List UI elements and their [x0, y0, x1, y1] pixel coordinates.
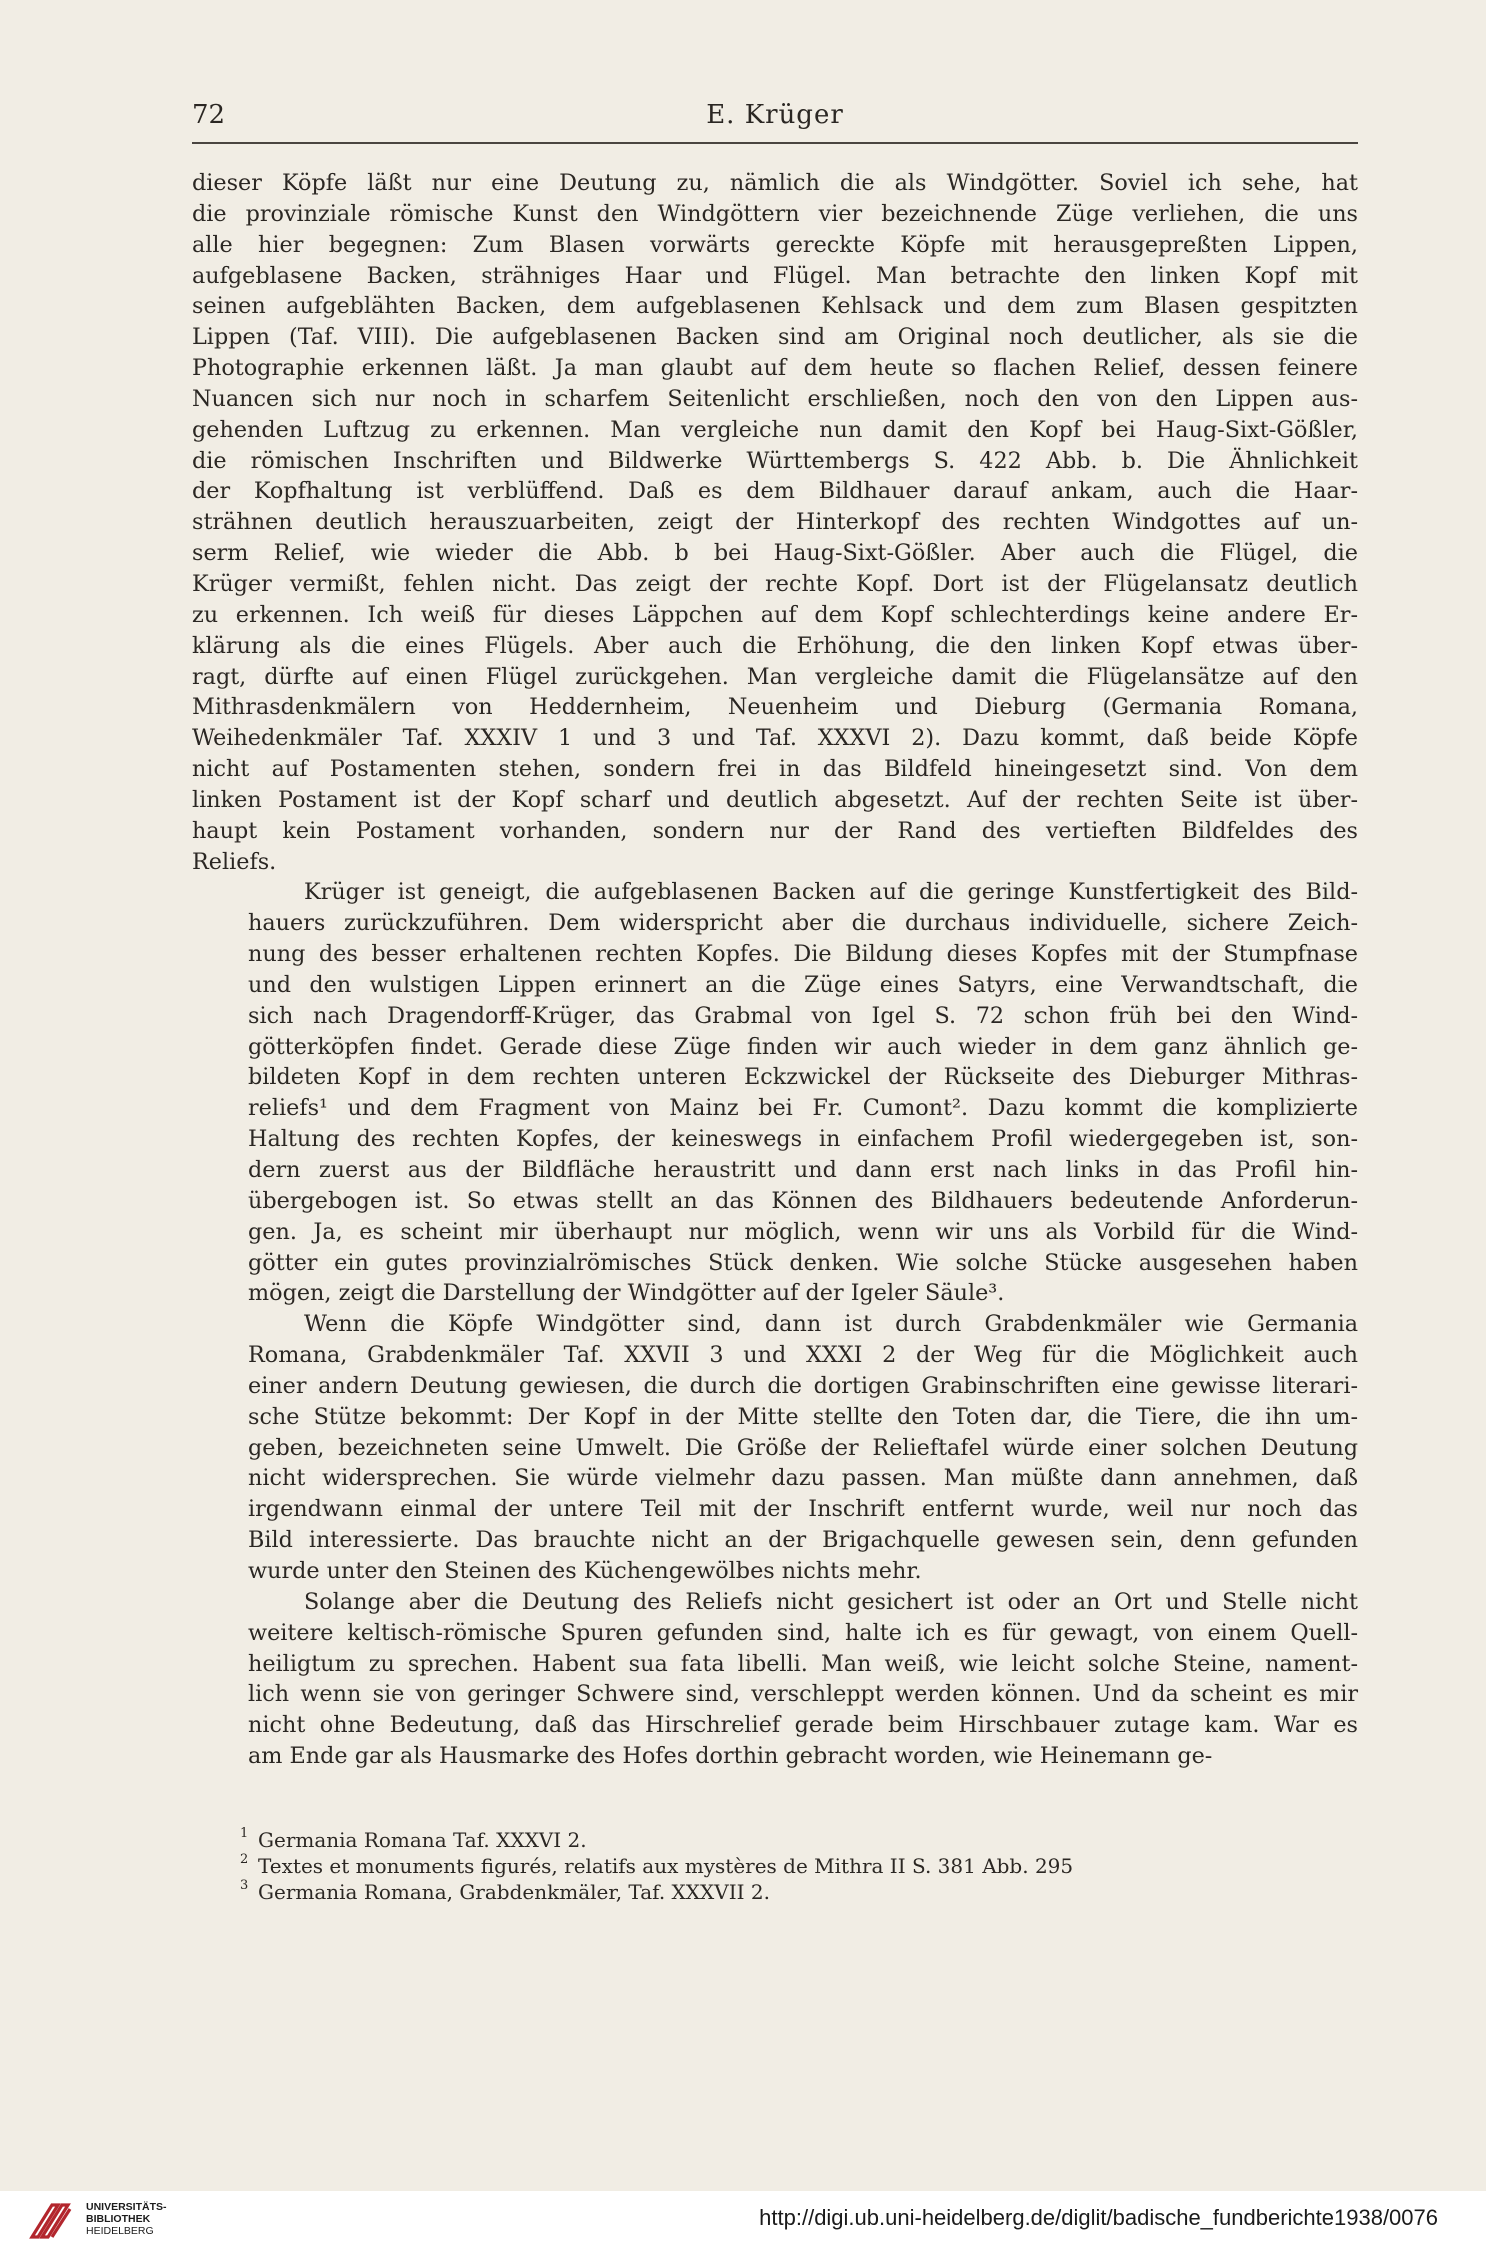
footer-bar [0, 2191, 1486, 2249]
page-header [192, 100, 1358, 140]
text-line: serm Relief, wie wieder die Abb. b bei Haug-Sixt-Gößler. Aber auch die Flügel, die [192, 540, 1358, 567]
text-line: übergebogen ist. So etwas stellt an das Können des Bildhauers bedeutende Anforderun- [248, 1187, 1358, 1214]
text-line: Nuancen sich nur noch in scharfem Seitenlicht erschließen, noch den von den Lippen aus- [192, 385, 1358, 412]
footnote-text: Germania Romana Taf. XXXVI 2. [258, 1828, 587, 1852]
text-line: Reliefs. [192, 848, 277, 875]
text-line: alle hier begegnen: Zum Blasen vorwärts gereckte Köpfe mit herausgepreßten Lippen, [192, 231, 1358, 258]
footnote-text: Textes et monuments figurés, relatifs aux mystères de Mithra II S. 381 Abb. 295 [258, 1854, 1074, 1878]
page-number: 72 [192, 100, 226, 130]
text-line: die provinziale römische Kunst den Windgöttern vier bezeichnende Züge verliehen, die uns [192, 200, 1358, 227]
body-text [192, 168, 1358, 1772]
text-line: die römischen Inschriften und Bildwerke Württembergs S. 422 Abb. b. Die Ähnlichkeit [192, 447, 1358, 474]
running-head: E. Krüger [706, 100, 844, 130]
text-line: Romana, Grabdenkmäler Taf. XXVII 3 und XXXI 2 der Weg für die Möglichkeit auch [248, 1342, 1358, 1369]
library-line-3: HEIDELBERG [86, 2225, 154, 2237]
text-line: seinen aufgeblähten Backen, dem aufgeblasenen Kehlsack und dem zum Blasen gespitzten [192, 293, 1358, 320]
footnote [192, 1827, 1358, 1853]
paragraph [192, 1309, 1358, 1587]
text-line: ragt, dürfte auf einen Flügel zurückgehen. Man vergleiche damit die Flügelansätze auf den [192, 663, 1358, 690]
text-line: linken Postament ist der Kopf scharf und deutlich abgesetzt. Auf der rechten Seite ist über- [192, 786, 1358, 813]
text-line: wurde unter den Steinen des Küchengewölbes nichts mehr. [248, 1557, 922, 1584]
text-line: haupt kein Postament vorhanden, sondern nur der Rand des vertieften Bildfeldes des [192, 817, 1358, 844]
text-line: Krüger ist geneigt, die aufgeblasenen Backen auf die geringe Kunstfertigkeit des Bild- [304, 879, 1358, 906]
text-line: am Ende gar als Hausmarke des Hofes dorthin gebracht worden, wie Heinemann ge- [248, 1743, 1213, 1770]
text-line: und den wulstigen Lippen erinnert an die Züge eines Satyrs, eine Verwandtschaft, die [248, 971, 1358, 998]
text-line: nicht widersprechen. Sie würde vielmehr dazu passen. Man müßte dann annehmen, daß [248, 1465, 1358, 1492]
text-line: reliefs¹ und dem Fragment von Mainz bei Fr. Cumont². Dazu kommt die komplizierte [248, 1095, 1358, 1122]
text-line: strähnen deutlich herauszuarbeiten, zeigt der Hinterkopf des rechten Windgottes auf un- [192, 509, 1358, 536]
text-line: weitere keltisch-römische Spuren gefunden sind, halte ich es für gewagt, von einem Quell- [248, 1619, 1358, 1646]
footnotes [192, 1827, 1358, 1905]
text-line: Haltung des rechten Kopfes, der keineswegs in einfachem Profil wiedergegeben ist, son- [248, 1126, 1358, 1153]
text-line: nicht auf Postamenten stehen, sondern frei in das Bildfeld hineingesetzt sind. Von dem [192, 756, 1358, 783]
text-line: hauers zurückzuführen. Dem widerspricht aber die durchaus individuelle, sichere Zeich- [248, 910, 1358, 937]
text-line: irgendwann einmal der untere Teil mit der Inschrift entfernt wurde, weil nur noch das [248, 1496, 1358, 1523]
library-line-1: UNIVERSITÄTS- [86, 2201, 167, 2213]
text-line: bildeten Kopf in dem rechten unteren Eckzwickel der Rückseite des Dieburger Mithras- [248, 1064, 1358, 1091]
text-line: heiligtum zu sprechen. Habent sua fata libelli. Man weiß, wie leicht solche Steine, nament- [248, 1650, 1358, 1677]
text-line: sich nach Dragendorff-Krüger, das Grabmal von Igel S. 72 schon früh bei den Wind- [248, 1002, 1358, 1029]
library-name [86, 2201, 167, 2237]
footnote-number: 2 [240, 1852, 249, 1867]
text-line: götterköpfen findet. Gerade diese Züge finden wir auch wieder in dem ganz ähnlich ge- [248, 1033, 1358, 1060]
text-line: Krüger vermißt, fehlen nicht. Das zeigt der rechte Kopf. Dort ist der Flügelansatz deutlich [192, 570, 1358, 597]
text-line: Bild interessierte. Das brauchte nicht an der Brigachquelle gewesen sein, denn gefunden [248, 1527, 1358, 1554]
text-line: einer andern Deutung gewiesen, die durch die dortigen Grabinschriften eine gewisse literari- [248, 1372, 1358, 1399]
library-line-2: BIBLIOTHEK [86, 2213, 151, 2225]
footnote-number: 3 [240, 1878, 249, 1893]
text-line: der Kopfhaltung ist verblüffend. Daß es dem Bildhauer darauf ankam, auch die Haar- [192, 478, 1358, 505]
header-rule [192, 142, 1358, 144]
text-line: gehenden Luftzug zu erkennen. Man vergleiche nun damit den Kopf bei Haug-Sixt-Gößler, [192, 416, 1358, 443]
paragraph [192, 877, 1358, 1309]
text-line: Mithrasdenkmälern von Heddernheim, Neuenheim und Dieburg (Germania Romana, [192, 694, 1358, 721]
text-line: Solange aber die Deutung des Reliefs nicht gesichert ist oder an Ort und Stelle nicht [304, 1588, 1358, 1615]
footnote-number: 1 [240, 1826, 249, 1841]
text-line: lich wenn sie von geringer Schwere sind, verschleppt werden können. Und da scheint es mir [248, 1681, 1358, 1708]
text-line: zu erkennen. Ich weiß für dieses Läppchen auf dem Kopf schlechterdings keine andere Er- [192, 601, 1358, 628]
ub-heidelberg-logo-icon [28, 2197, 74, 2243]
footnote [192, 1853, 1358, 1879]
footnote [192, 1879, 1358, 1905]
text-line: sche Stütze bekommt: Der Kopf in der Mitte stellte den Toten dar, die Tiere, die ihn um- [248, 1403, 1358, 1430]
text-line: gen. Ja, es scheint mir überhaupt nur möglich, wenn wir uns als Vorbild für die Wind- [248, 1218, 1358, 1245]
source-url-link[interactable]: http://digi.ub.uni-heidelberg.de/diglit/badische_fundberichte1938/0076 [759, 2205, 1438, 2230]
text-line: nicht ohne Bedeutung, daß das Hirschrelief gerade beim Hirschbauer zutage kam. War es [248, 1712, 1358, 1739]
text-line: klärung als die eines Flügels. Aber auch die Erhöhung, die den linken Kopf etwas über- [192, 632, 1358, 659]
text-line: aufgeblasene Backen, strähniges Haar und Flügel. Man betrachte den linken Kopf mit [192, 262, 1358, 289]
text-line: dieser Köpfe läßt nur eine Deutung zu, nämlich die als Windgötter. Soviel ich sehe, hat [192, 170, 1358, 196]
text-line: Wenn die Köpfe Windgötter sind, dann ist durch Grabdenkmäler wie Germania [304, 1311, 1358, 1338]
paragraph [192, 1587, 1358, 1772]
text-line: mögen, zeigt die Darstellung der Windgötter auf der Igeler Säule³. [248, 1280, 1005, 1307]
paragraph [192, 168, 1358, 877]
text-line: nung des besser erhaltenen rechten Kopfes. Die Bildung dieses Kopfes mit der Stumpfnase [248, 941, 1358, 968]
footnote-text: Germania Romana, Grabdenkmäler, Taf. XXXVII 2. [258, 1880, 770, 1904]
text-line: Weihedenkmäler Taf. XXXIV 1 und 3 und Taf. XXXVI 2). Dazu kommt, daß beide Köpfe [192, 725, 1358, 752]
text-line: Photographie erkennen läßt. Ja man glaubt auf dem heute so flachen Relief, dessen feinere [192, 355, 1358, 382]
text-line: geben, bezeichneten seine Umwelt. Die Größe der Relieftafel würde einer solchen Deutung [248, 1434, 1358, 1461]
text-line: Lippen (Taf. VIII). Die aufgeblasenen Backen sind am Original noch deutlicher, als sie die [192, 324, 1358, 351]
text-line: dern zuerst aus der Bildfläche heraustritt und dann erst nach links in das Profil hin- [248, 1157, 1358, 1183]
text-line: götter ein gutes provinzialrömisches Stück denken. Wie solche Stücke ausgesehen haben [248, 1249, 1358, 1276]
